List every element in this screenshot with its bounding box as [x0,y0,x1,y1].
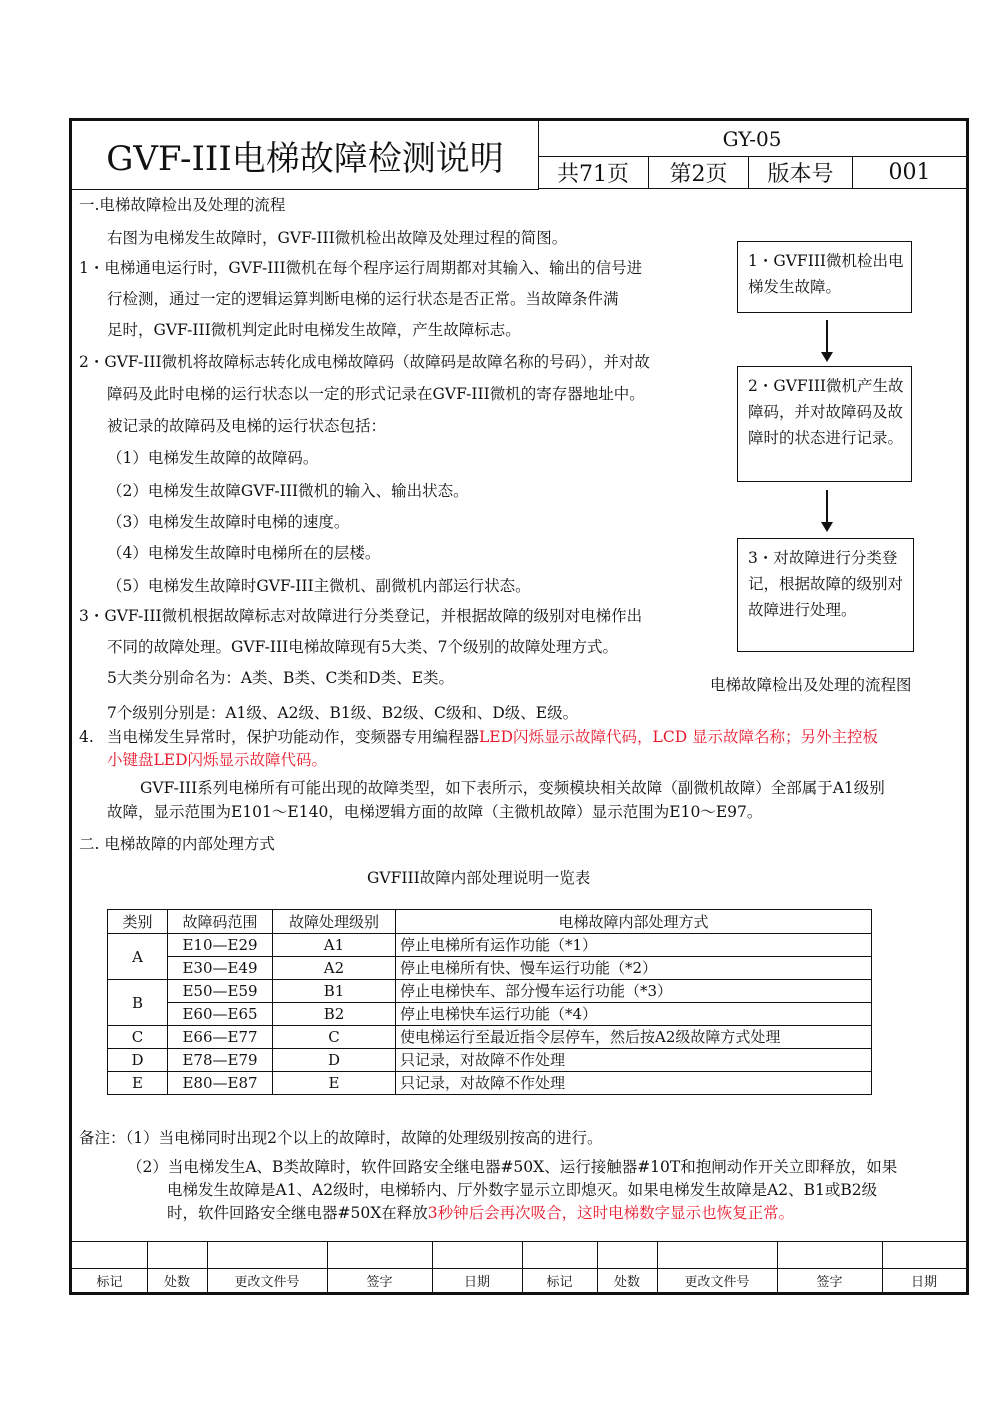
range-cell: E30—E49 [168,957,273,980]
item-4-text-continued: 小键盘LED闪烁显示故障代码。 [107,751,328,769]
footer-label: 更改文件号 [234,1274,300,1290]
level-cell: B2 [273,1003,396,1026]
down-arrow-icon [826,320,828,360]
revision-footer [72,1241,966,1292]
action-cell: 停止电梯所有运作功能（*1） [396,934,872,957]
footer-label: 签字 [366,1274,393,1290]
range-cell: E80—E87 [168,1072,273,1095]
table-row [108,1003,872,1026]
list-item: （2）电梯发生故障GVF-III微机的输入、输出状态。 [107,482,469,500]
table-row [108,980,872,1003]
body-text: 3・GVF-III微机根据故障标志对故障进行分类登记，并根据故障的级别对电梯作出 [79,607,643,625]
total-pages: 共71页 [538,156,649,189]
action-cell: 使电梯运行至最近指令层停车，然后按A2级故障方式处理 [396,1026,872,1049]
body-text: GVF-III系列电梯所有可能出现的故障类型，如下表所示，变频模块相关故障（副微机故障）全部属于A1级别 [140,779,885,797]
body-text: 7个级别分别是：A1级、A2级、B1级、B2级、C级和、D级、E级。 [107,704,579,722]
level-cell: E [273,1072,396,1095]
body-text: 障码及此时电梯的运行状态以一定的形式记录在GVF-III微机的寄存器地址中。 [107,385,645,403]
section-heading: 二. 电梯故障的内部处理方式 [79,835,275,853]
action-cell: 只记录，对故障不作处理 [396,1049,872,1072]
note-1: 备注：（1）当电梯同时出现2个以上的故障时，故障的处理级别按高的进行。 [79,1129,603,1147]
action-cell: 停止电梯所有快、慢车运行功能（*2） [396,957,872,980]
table-header-row [108,910,872,934]
column-header: 故障码范围 [168,910,273,934]
body-text: 右图为电梯发生故障时，GVF-III微机检出故障及处理过程的简图。 [107,229,568,247]
column-header: 故障处理级别 [273,910,396,934]
document-code: GY-05 [538,121,966,157]
body-text: 行检测，通过一定的逻辑运算判断电梯的运行状态是否正常。当故障条件满 [107,290,619,308]
table-row [108,934,872,957]
footer-label: 更改文件号 [684,1274,750,1290]
fault-table [107,909,872,1095]
section-heading: 一.电梯故障检出及处理的流程 [79,196,286,214]
flow-box-1: 1・GVFIII微机检出电梯发生故障。 [737,241,912,313]
item-4-text: 当电梯发生异常时，保护功能动作，变频器专用编程器LED闪烁显示故障代码，LCD 显示故障名称；另外主控板 [107,728,879,746]
action-cell: 只记录，对故障不作处理 [396,1072,872,1095]
table-title: GVFIII故障内部处理说明一览表 [367,869,591,887]
flow-box-2: 2・GVFIII微机产生故障码，并对故障码及故障时的状态进行记录。 [737,366,912,482]
category-cell: E [108,1072,168,1095]
item-4-number: 4. [79,728,94,746]
document-title: GVF-III电梯故障检测说明 [72,121,539,190]
footer-label: 日期 [463,1274,490,1290]
range-cell: E50—E59 [168,980,273,1003]
footer-label: 标记 [546,1274,573,1290]
body-text: 被记录的故障码及电梯的运行状态包括： [107,417,387,435]
footer-label: 标记 [96,1274,123,1290]
category-cell: B [108,980,168,1026]
action-cell: 停止电梯快车运行功能（*4） [396,1003,872,1026]
body-text: 1・电梯通电运行时，GVF-III微机在每个程序运行周期都对其输入、输出的信号进 [79,259,643,277]
body-text: 故障，显示范围为E101～E140，电梯逻辑方面的故障（主微机故障）显示范围为E10～E97。 [107,803,763,821]
level-cell: B1 [273,980,396,1003]
version-label: 版本号 [749,156,853,189]
body-text: 足时，GVF-III微机判定此时电梯发生故障，产生故障标志。 [107,321,521,339]
version-number: 001 [853,156,966,189]
category-cell: C [108,1026,168,1049]
body-text: 2・GVF-III微机将故障标志转化成电梯故障码（故障码是故障名称的号码），并对故 [79,353,650,371]
category-cell: D [108,1049,168,1072]
footer-label: 处数 [163,1274,190,1290]
range-cell: E78—E79 [168,1049,273,1072]
body-text: 5大类分别命名为：A类、B类、C类和D类、E类。 [107,669,455,687]
list-item: （4）电梯发生故障时电梯所在的层楼。 [107,544,381,562]
range-cell: E66—E77 [168,1026,273,1049]
body-text: 不同的故障处理。GVF-III电梯故障现有5大类、7个级别的故障处理方式。 [107,638,618,656]
flow-box-3: 3・对故障进行分类登记，根据故障的级别对故障进行处理。 [737,538,914,652]
column-header: 类别 [108,910,168,934]
list-item: （1）电梯发生故障的故障码。 [107,449,319,467]
level-cell: A2 [273,957,396,980]
flowchart-caption: 电梯故障检出及处理的流程图 [710,676,912,694]
level-cell: C [273,1026,396,1049]
table-row [108,957,872,980]
category-cell: A [108,934,168,980]
range-cell: E60—E65 [168,1003,273,1026]
footer-label: 处数 [613,1274,640,1290]
note-2-line-3: 时，软件回路安全继电器#50X在释放3秒钟后会再次吸合，这时电梯数字显示也恢复正常。 [167,1204,795,1222]
list-item: （5）电梯发生故障时GVF-III主微机、副微机内部运行状态。 [107,577,531,595]
table-row [108,1049,872,1072]
column-header: 电梯故障内部处理方式 [396,910,872,934]
table-row [108,1026,872,1049]
list-item: （3）电梯发生故障时电梯的速度。 [107,513,350,531]
range-cell: E10—E29 [168,934,273,957]
down-arrow-icon [826,490,828,530]
note-2-line-2: 电梯发生故障是A1、A2级时，电梯轿内、厅外数字显示立即熄灭。如果电梯发生故障是A2、B1或B2级 [167,1181,878,1199]
page-number: 第2页 [649,156,749,189]
footer-label: 日期 [910,1274,937,1290]
table-row [108,1072,872,1095]
footer-label: 签字 [816,1274,843,1290]
level-cell: D [273,1049,396,1072]
note-2: （2）当电梯发生A、B类故障时，软件回路安全继电器#50X、运行接触器#10T和抱闸动作开关立即释放，如果 [127,1158,898,1176]
level-cell: A1 [273,934,396,957]
action-cell: 停止电梯快车、部分慢车运行功能（*3） [396,980,872,1003]
